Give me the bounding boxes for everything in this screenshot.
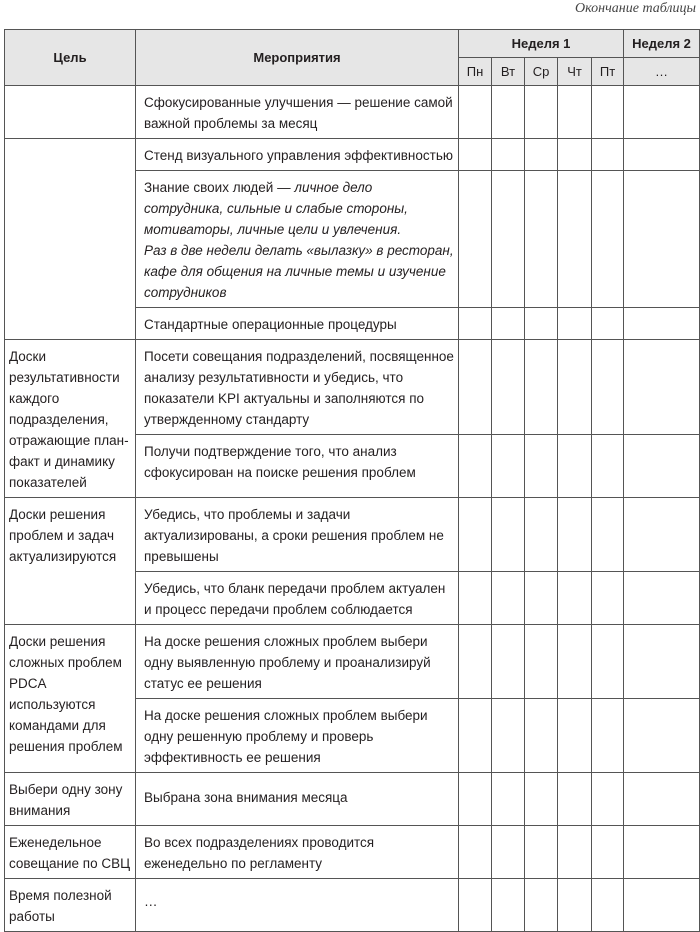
check-cell[interactable] <box>558 340 592 435</box>
check-cell[interactable] <box>459 699 492 773</box>
check-cell[interactable] <box>492 498 525 572</box>
check-cell[interactable] <box>525 625 558 699</box>
activity-cell: Выбрана зона внимания месяца <box>136 773 459 826</box>
check-cell[interactable] <box>492 773 525 826</box>
check-cell[interactable] <box>592 498 624 572</box>
check-cell[interactable] <box>624 86 700 139</box>
check-cell[interactable] <box>624 435 700 498</box>
check-cell[interactable] <box>459 498 492 572</box>
check-cell[interactable] <box>525 498 558 572</box>
check-cell[interactable] <box>459 625 492 699</box>
weekly-plan-table <box>4 29 700 932</box>
activity-text: Знание своих людей — <box>144 180 295 195</box>
header-activities: Мероприятия <box>136 30 459 86</box>
activity-cell: На доске решения сложных проблем выбери одну выявленную проблему и проанализируй статус ее решения <box>136 625 459 699</box>
header-week-2-days: … <box>624 58 700 86</box>
header-day-tue: Вт <box>492 58 525 86</box>
activity-cell: Сфокусированные улучшения — решение самой важной проблемы за месяц <box>136 86 459 139</box>
check-cell[interactable] <box>624 171 700 308</box>
check-cell[interactable] <box>624 879 700 932</box>
check-cell[interactable] <box>525 340 558 435</box>
goal-cell: Еженедельное совещание по СВЦ <box>5 826 136 879</box>
check-cell[interactable] <box>558 699 592 773</box>
check-cell[interactable] <box>592 572 624 625</box>
check-cell[interactable] <box>525 572 558 625</box>
check-cell[interactable] <box>558 139 592 171</box>
check-cell[interactable] <box>492 435 525 498</box>
check-cell[interactable] <box>459 340 492 435</box>
activity-cell: Во всех подразделениях проводится еженедельно по регламенту <box>136 826 459 879</box>
check-cell[interactable] <box>624 773 700 826</box>
check-cell[interactable] <box>592 879 624 932</box>
check-cell[interactable] <box>624 139 700 171</box>
check-cell[interactable] <box>492 625 525 699</box>
check-cell[interactable] <box>592 435 624 498</box>
activity-cell: На доске решения сложных проблем выбери одну решенную проблему и проверь эффективность ее решения <box>136 699 459 773</box>
goal-cell: Доски результативности каждого подразделения, отражающие план-факт и динамику показателей <box>5 340 136 498</box>
check-cell[interactable] <box>459 435 492 498</box>
check-cell[interactable] <box>525 826 558 879</box>
check-cell[interactable] <box>525 139 558 171</box>
check-cell[interactable] <box>459 572 492 625</box>
check-cell[interactable] <box>492 139 525 171</box>
activity-cell: Стенд визуального управления эффективностью <box>136 139 459 171</box>
check-cell[interactable] <box>492 879 525 932</box>
activity-italic-text: Раз в две недели делать «вылазку» в ресторан, кафе для общения на личные темы и изучение сотрудников <box>144 243 454 300</box>
check-cell[interactable] <box>558 773 592 826</box>
check-cell[interactable] <box>459 773 492 826</box>
activity-cell: Посети совещания подразделений, посвященное анализу результативности и убедись, что показатели KPI актуальны и заполняются по утвержденному стандарту <box>136 340 459 435</box>
check-cell[interactable] <box>525 171 558 308</box>
check-cell[interactable] <box>558 308 592 340</box>
table-row <box>5 879 700 932</box>
check-cell[interactable] <box>525 879 558 932</box>
check-cell[interactable] <box>459 171 492 308</box>
check-cell[interactable] <box>459 139 492 171</box>
goal-cell-empty <box>5 139 136 340</box>
table-continuation-caption: Окончание таблицы <box>575 1 696 16</box>
check-cell[interactable] <box>624 625 700 699</box>
check-cell[interactable] <box>592 699 624 773</box>
table-row <box>5 139 700 171</box>
table-row <box>5 498 700 572</box>
activity-italic-text: личное дело сотрудника, сильные и слабые стороны, мотиваторы, личные цели и увлечения. <box>144 180 408 237</box>
activity-cell: … <box>136 879 459 932</box>
table-row <box>5 773 700 826</box>
check-cell[interactable] <box>558 826 592 879</box>
check-cell[interactable] <box>558 171 592 308</box>
check-cell[interactable] <box>592 773 624 826</box>
check-cell[interactable] <box>592 826 624 879</box>
check-cell[interactable] <box>558 86 592 139</box>
check-cell[interactable] <box>459 308 492 340</box>
activity-cell: Получи подтверждение того, что анализ сфокусирован на поиске решения проблем <box>136 435 459 498</box>
activity-cell: Стандартные операционные процедуры <box>136 308 459 340</box>
check-cell[interactable] <box>492 308 525 340</box>
check-cell[interactable] <box>558 625 592 699</box>
goal-cell: Доски решения сложных проблем PDCA используются командами для решения проблем <box>5 625 136 773</box>
header-day-thu: Чт <box>558 58 592 86</box>
check-cell[interactable] <box>624 826 700 879</box>
check-cell[interactable] <box>492 699 525 773</box>
check-cell[interactable] <box>558 879 592 932</box>
goal-cell: Время полезной работы <box>5 879 136 932</box>
check-cell[interactable] <box>592 340 624 435</box>
check-cell[interactable] <box>624 699 700 773</box>
check-cell[interactable] <box>592 625 624 699</box>
check-cell[interactable] <box>624 308 700 340</box>
header-day-mon: Пн <box>459 58 492 86</box>
check-cell[interactable] <box>525 86 558 139</box>
check-cell[interactable] <box>492 826 525 879</box>
check-cell[interactable] <box>525 699 558 773</box>
table-row <box>5 625 700 699</box>
check-cell[interactable] <box>525 308 558 340</box>
goal-cell: Доски решения проблем и задач актуализируются <box>5 498 136 625</box>
goal-cell-empty <box>5 86 136 139</box>
check-cell[interactable] <box>592 308 624 340</box>
check-cell[interactable] <box>592 86 624 139</box>
check-cell[interactable] <box>459 86 492 139</box>
check-cell[interactable] <box>492 86 525 139</box>
header-day-fri: Пт <box>592 58 624 86</box>
table-row <box>5 826 700 879</box>
header-goal: Цель <box>5 30 136 86</box>
check-cell[interactable] <box>492 572 525 625</box>
goal-cell: Выбери одну зону внимания <box>5 773 136 826</box>
check-cell[interactable] <box>592 171 624 308</box>
check-cell[interactable] <box>558 435 592 498</box>
activity-cell: Убедись, что бланк передачи проблем актуален и процесс передачи проблем соблюдается <box>136 572 459 625</box>
check-cell[interactable] <box>492 171 525 308</box>
check-cell[interactable] <box>459 879 492 932</box>
check-cell[interactable] <box>525 773 558 826</box>
table-row <box>5 340 700 435</box>
activity-cell <box>136 171 459 308</box>
header-week-1: Неделя 1 <box>459 30 624 58</box>
check-cell[interactable] <box>624 340 700 435</box>
check-cell[interactable] <box>558 572 592 625</box>
table-row <box>5 86 700 139</box>
check-cell[interactable] <box>525 435 558 498</box>
check-cell[interactable] <box>592 139 624 171</box>
header-week-2: Неделя 2 <box>624 30 700 58</box>
check-cell[interactable] <box>624 572 700 625</box>
header-day-wed: Ср <box>525 58 558 86</box>
check-cell[interactable] <box>459 826 492 879</box>
check-cell[interactable] <box>624 498 700 572</box>
activity-cell: Убедись, что проблемы и задачи актуализированы, а сроки решения проблем не превышены <box>136 498 459 572</box>
check-cell[interactable] <box>558 498 592 572</box>
check-cell[interactable] <box>492 340 525 435</box>
